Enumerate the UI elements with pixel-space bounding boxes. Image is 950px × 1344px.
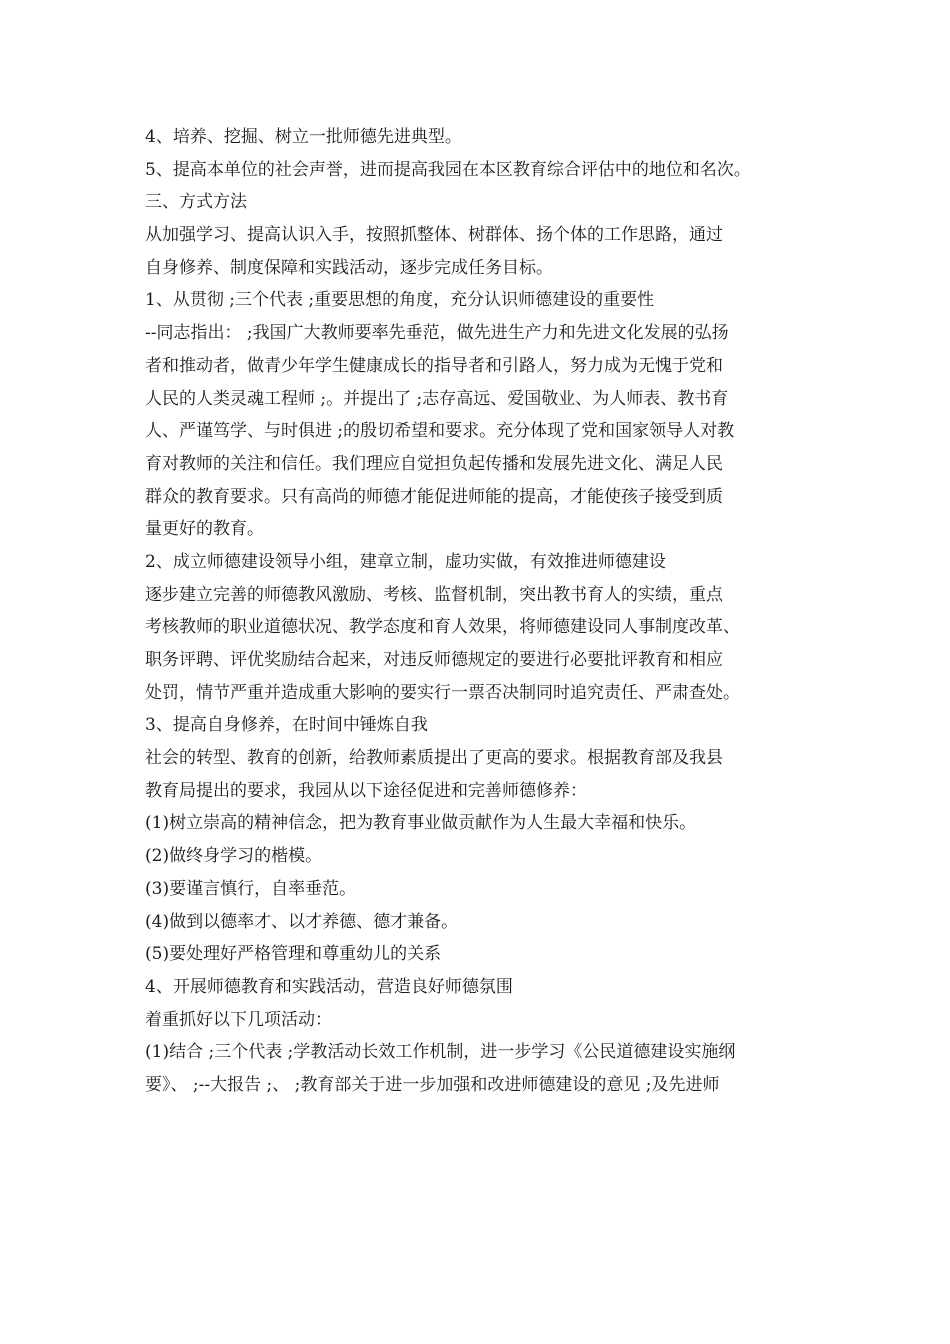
text-line: 5、提高本单位的社会声誉，进而提高我园在本区教育综合评估中的地位和名次。: [145, 159, 751, 180]
document-body: [145, 121, 825, 1102]
subheading-line: 2、成立师德建设领导小组，建章立制，虚功实做，有效推进师德建设: [145, 551, 666, 572]
text-line: 着重抓好以下几项活动：: [145, 1009, 332, 1030]
text-line: 育对教师的关注和信任。我们理应自觉担负起传播和发展先进文化、满足人民: [145, 453, 723, 474]
list-item: (5)要处理好严格管理和尊重幼儿的关系: [145, 944, 442, 965]
text-line: 4、培养、挖掘、树立一批师德先进典型。: [145, 127, 462, 147]
section-heading: 三、方式方法: [145, 192, 247, 213]
list-item: (2)做终身学习的楷模。: [145, 846, 323, 867]
subheading-line: 4、开展师德教育和实践活动，营造良好师德氛围: [145, 976, 513, 997]
text-line: 群众的教育要求。只有高尚的师德才能促进师能的提高，才能使孩子接受到质: [145, 486, 723, 507]
text-line: 人民的人类灵魂工程师 ;。并提出了 ;志存高远、爱国敬业、为人师表、教书育: [145, 388, 729, 409]
text-line: 人、严谨笃学、与时俱进 ;的殷切希望和要求。充分体现了党和国家领导人对教: [145, 421, 735, 442]
subheading-line: 3、提高自身修养，在时间中锤炼自我: [145, 715, 428, 736]
text-line: 要》、 ;--大报告 ;、 ;教育部关于进一步加强和改进师德建设的意见 ;及先进师: [145, 1074, 720, 1095]
text-line: 自身修养、制度保障和实践活动，逐步完成任务目标。: [145, 257, 553, 278]
list-item: (4)做到以德率才、以才养德、德才兼备。: [145, 911, 459, 932]
list-item: (1)结合 ;三个代表 ;学教活动长效工作机制，进一步学习《公民道德建设实施纲: [145, 1042, 736, 1063]
text-line: 考核教师的职业道德状况、教学态度和育人效果，将师德建设同人事制度改革、: [145, 617, 740, 638]
text-line: 者和推动者，做青少年学生健康成长的指导者和引路人，努力成为无愧于党和: [145, 355, 723, 376]
text-line: 处罚，情节严重并造成重大影响的要实行一票否决制同时追究责任、严肃查处。: [145, 682, 740, 703]
text-line: 量更好的教育。: [145, 519, 264, 540]
list-item: (3)要谨言慎行，自率垂范。: [145, 878, 357, 899]
text-line: 职务评聘、评优奖励结合起来，对违反师德规定的要进行必要批评教育和相应: [145, 650, 723, 670]
text-line: 教育局提出的要求，我园从以下途径促进和完善师德修养：: [145, 780, 587, 801]
text-line: --同志指出： ;我国广大教师要率先垂范，做先进生产力和先进文化发展的弘扬: [145, 323, 729, 344]
text-line: 社会的转型、教育的创新，给教师素质提出了更高的要求。根据教育部及我县: [145, 748, 723, 769]
subheading-line: 1、从贯彻 ;三个代表 ;重要思想的角度，充分认识师德建设的重要性: [145, 290, 655, 311]
text-line: 逐步建立完善的师德教风激励、考核、监督机制，突出教书育人的实绩，重点: [145, 584, 723, 605]
list-item: (1)树立崇高的精神信念，把为教育事业做贡献作为人生最大幸福和快乐。: [145, 813, 697, 834]
text-line: 从加强学习、提高认识入手，按照抓整体、树群体、扬个体的工作思路，通过: [145, 225, 723, 246]
